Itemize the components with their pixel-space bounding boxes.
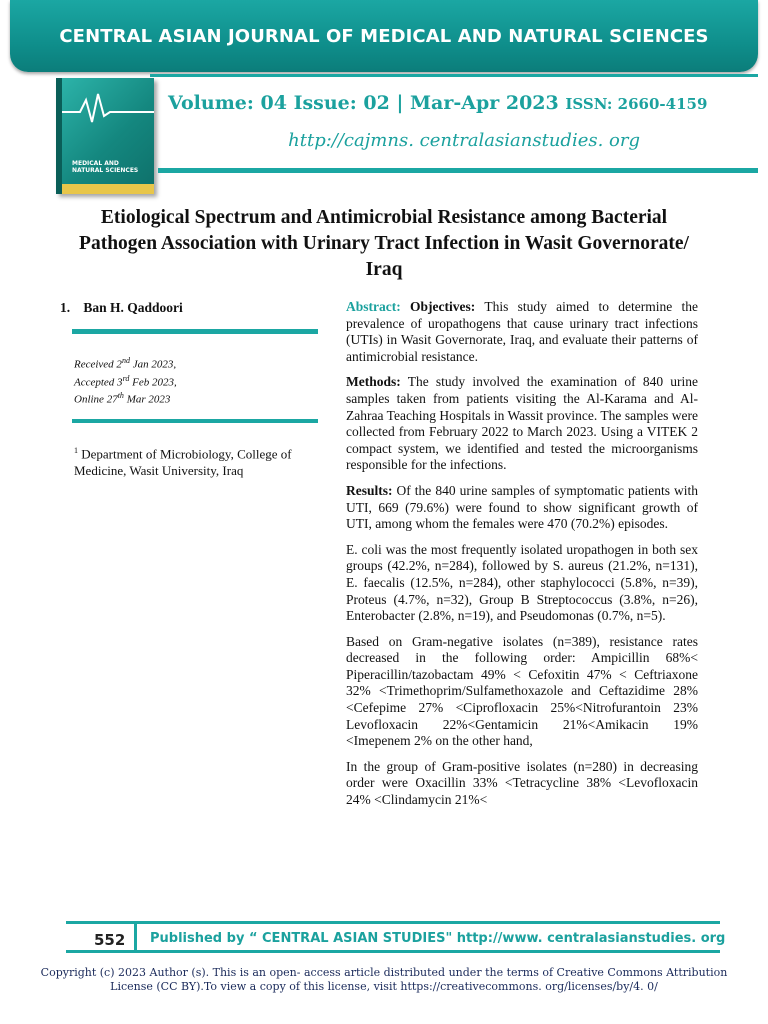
- left-divider-2: [72, 419, 318, 423]
- header-divider: [158, 168, 758, 173]
- footer-separator: [134, 924, 137, 950]
- issn: ISSN: 2660-4159: [565, 95, 708, 113]
- methods-label: Methods:: [346, 374, 401, 390]
- article-dates: [74, 354, 320, 407]
- volume-issue: [168, 92, 707, 114]
- affiliation: $^1$ Department of Microbiology, College of Medicine, Wasit University, Iraq: [74, 445, 292, 479]
- publisher-line: Published by “ CENTRAL ASIAN STUDIES" http://www. centralasianstudies. org: [150, 931, 726, 946]
- received-date: Received 2nd Jan 2023,: [74, 356, 177, 371]
- abstract-column: [346, 299, 698, 818]
- journal-url-link[interactable]: http://cajmns. centralasianstudies. org: [288, 130, 640, 151]
- objectives-label: Objectives:: [410, 299, 476, 314]
- abstract-objectives: [346, 299, 698, 365]
- objectives-text: This study aimed to determine the prevalence of uropathogens that cause urinary tract infections (UTIs) in Wasit Governorate, Iraq, and evaluate their patterns of antimicrobial resistance.: [346, 299, 698, 364]
- abstract-methods: [346, 374, 698, 474]
- online-date: Online 27th Mar 2023: [74, 391, 171, 406]
- results-text: Of the 840 urine samples of symptomatic patients with UTI, 669 (79.6%) were found to show significant growth of UTI, among whom the females were 470 (70.2%) episodes.: [346, 482, 698, 532]
- journal-title: CENTRAL ASIAN JOURNAL OF MEDICAL AND NATURAL SCIENCES: [59, 26, 709, 47]
- cover-title: MEDICAL AND NATURAL SCIENCES: [72, 160, 139, 174]
- footer-rule-top: [66, 921, 720, 924]
- left-divider-1: [72, 329, 318, 334]
- footer-rule-bottom: [66, 950, 720, 953]
- article-title: Etiological Spectrum and Antimicrobial Resistance among Bacterial Pathogen Association with Urinary Tract Infection in Wasit Governorate/ Iraq: [79, 207, 689, 280]
- methods-text: The study involved the examination of 840 urine samples taken from patients visiting the Al-Karama and Al-Zahraa Teaching Hospitals in Wassit province. The samples were collected from February 2022 to March 2023. Using a VITEK 2 compact system, we identified and tested the microorganisms responsible for the infections.: [346, 374, 698, 473]
- heartbeat-icon: [62, 90, 154, 130]
- header-rule: [150, 74, 758, 77]
- abstract-label: Abstract:: [346, 299, 401, 314]
- page-number: 552: [94, 931, 126, 949]
- copyright-notice: Copyright (c) 2023 Author (s). This is an open- access article distributed under the terms of Creative Commons Attribution License (CC BY).To view a copy of this license, visit https://creativecommons. org/licenses/by/4. 0/: [40, 966, 728, 993]
- abstract-results: [346, 483, 698, 533]
- abstract-ecoli-paragraph: E. coli was the most frequently isolated uropathogen in both sex groups (42.2%, n=284), followed by S. aureus (21.2%, n=131), E. faecalis (12.5%, n=284), other staphylococci (5.8%, n=39), Proteus (4.7%, n=32), Group B Streptococcus (3.8%, n=26), Enterobacter (2.8%, n=19), and Pseudomonas (0.7%, n=5).: [346, 541, 698, 624]
- abstract-gram-negative-paragraph: Based on Gram-negative isolates (n=389), resistance rates decreased in the following order: Ampicillin 68%< Piperacillin/tazobactam 49% < Cefoxitin 47% < Ceftriaxone 32% <Trimethoprim/Sulfamethoxazole and Ceftazidime 28% <Cefepime 27% <Ciprofloxacin 25%<Nitrofurantoin 23% Levofloxacin 22%<Gentamicin 21%<Amikacin 19% <Imepenem 2% on the other hand,: [346, 633, 698, 749]
- accepted-date: Accepted 3rd Feb 2023,: [74, 373, 177, 389]
- volume-text: Volume: 04 Issue: 02 | Mar-Apr 2023: [168, 92, 559, 114]
- author-info-column: [60, 300, 320, 479]
- journal-banner: [10, 0, 758, 72]
- cover-strip: [62, 184, 154, 194]
- results-label: Results:: [346, 482, 393, 498]
- author-name: Ban H. Qaddoori: [83, 300, 183, 315]
- author-number: 1.: [60, 300, 71, 315]
- author: [60, 300, 320, 316]
- abstract-gram-positive-paragraph: In the group of Gram-positive isolates (n=280) in decreasing order were Oxacillin 33% <Tetracycline 38% <Levofloxacin 24% <Clindamycin 21%<: [346, 758, 698, 808]
